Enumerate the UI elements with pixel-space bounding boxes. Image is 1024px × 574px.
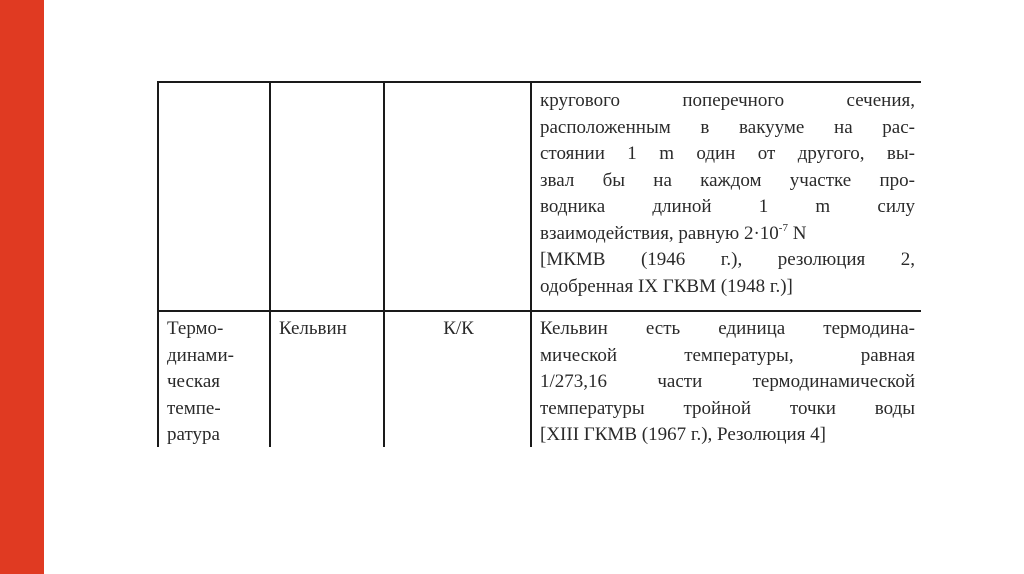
symbol-cell (384, 82, 531, 311)
definition-line: Кельвин есть единица термодина- (540, 318, 915, 339)
definition-line: звал бы на каждом участке про- (540, 169, 915, 191)
definition-line-with-exponent (540, 221, 915, 248)
document-table-fragment (157, 81, 921, 447)
unit-symbol: N (787, 222, 807, 244)
quantity-cell (158, 311, 270, 447)
definition-line: кругового поперечного сечения, (540, 90, 915, 111)
definition-line: одобренная IX ГКВМ (1948 г.)] (540, 275, 793, 297)
definition-line: [XIII ГКМВ (1967 г.), Резолюция 4] (540, 424, 827, 445)
quantity-line: динами- (167, 344, 234, 366)
definition-line: [МКМВ (1946 г.), резолюция 2, (540, 249, 915, 270)
definition-line: водника длиной 1 m силу (540, 196, 915, 217)
accent-bar (0, 0, 44, 574)
quantity-line: ратура (167, 424, 220, 445)
definition-line: мической температуры, равная (540, 344, 915, 366)
definition-line: 1/273,16 части термодинамической (540, 371, 915, 392)
table-row (158, 311, 921, 447)
definition-cell (531, 82, 921, 311)
exponent: -7 (778, 221, 788, 234)
quantity-line: темпе- (167, 397, 221, 419)
unit-name-cell: Кельвин (270, 311, 384, 447)
definition-line: расположенным в вакууме на рас- (540, 116, 915, 138)
definition-line: стоянии 1 m один от другого, вы- (540, 143, 915, 164)
definition-cell (531, 311, 921, 447)
symbol-cell: К/К (384, 311, 531, 447)
units-table (157, 81, 921, 447)
definition-line: температуры тройной точки воды (540, 397, 915, 419)
quantity-line: ческая (167, 371, 221, 392)
quantity-cell (158, 82, 270, 311)
quantity-line: Термо- (167, 318, 224, 339)
unit-name-cell (270, 82, 384, 311)
table-row (158, 82, 921, 311)
definition-line: взаимодействия, равную 2·10 (540, 222, 779, 244)
